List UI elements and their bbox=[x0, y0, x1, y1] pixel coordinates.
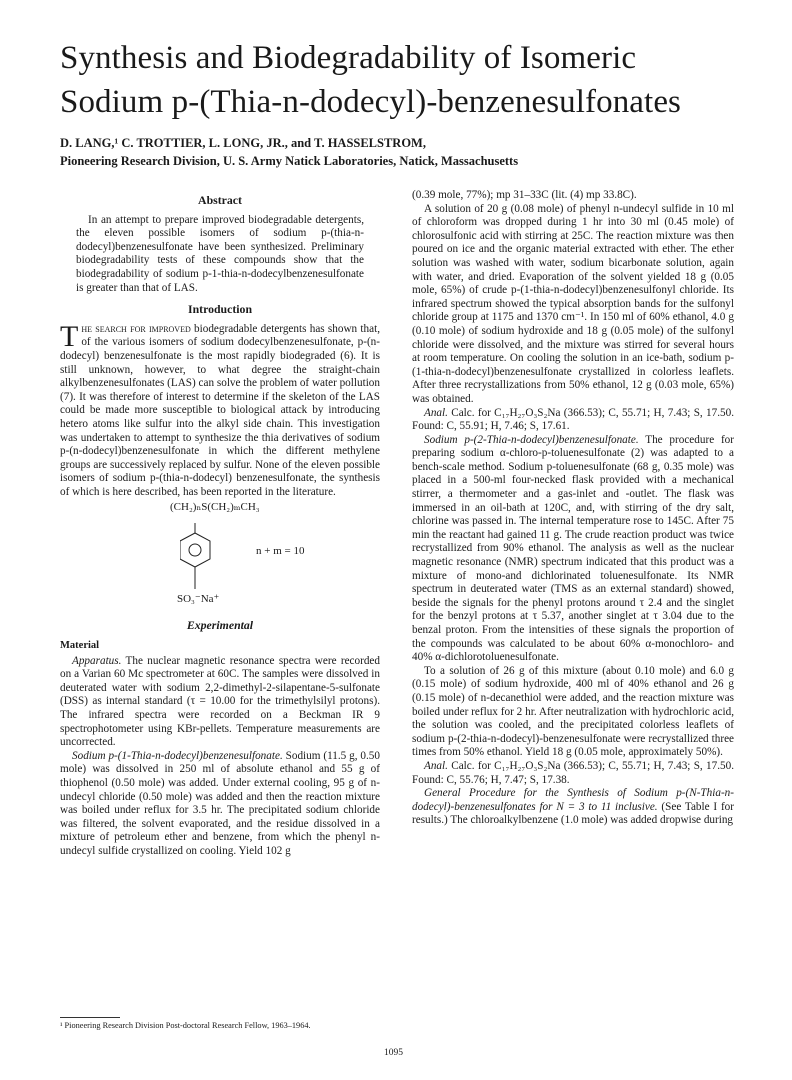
general-procedure-paragraph bbox=[412, 787, 734, 828]
structure-equation: n + m = 10 bbox=[256, 545, 305, 558]
anal1-label: Anal. bbox=[424, 406, 448, 419]
apparatus-paragraph bbox=[60, 655, 380, 750]
anal2-label: Anal. bbox=[424, 759, 448, 772]
footnote: ¹ Pioneering Research Division Post-doctoral Research Fellow, 1963–1964. bbox=[60, 1021, 311, 1030]
author-block bbox=[60, 134, 760, 170]
apparatus-label: Apparatus. bbox=[72, 654, 122, 667]
drop-cap: T bbox=[60, 319, 79, 353]
abstract-heading: Abstract bbox=[198, 193, 242, 207]
chemical-structure bbox=[60, 501, 380, 613]
sodium1-paragraph bbox=[60, 750, 380, 859]
sodium2-label: Sodium p-(2-Thia-n-dodecyl)benzenesulfonate. bbox=[424, 433, 639, 446]
paper-title bbox=[60, 36, 760, 124]
footnote-rule bbox=[60, 1017, 120, 1018]
right-paragraph-4: To a solution of 26 g of this mixture (about 0.10 mole) and 6.0 g (0.15 mole) of sodium hydroxide, 400 ml of 40% ethanol and 26 g (0.15 mole) of n-decanethiol were added, and the reaction mixture was boiled under reflux for 2 hr. After neutralization with hydrochloric acid, the solution was cooled, and the precipitated colorless leaflets of sodium p-(2-thia-n-dodecyl)-benzenesulfonate were recrystallized three times from 50% ethanol. Yield 18 g (0.05 mole, approximately 50%). bbox=[412, 664, 734, 759]
introduction-heading: Introduction bbox=[187, 302, 253, 317]
structure-bottom-formula: SO₃⁻Na⁺ bbox=[177, 593, 220, 606]
title-line-2: Sodium p-(Thia-n-dodecyl)-benzenesulfonates bbox=[60, 84, 682, 120]
general-text: (See Table I for results.) The chloroalkylbenzene (1.0 mole) was added dropwise during bbox=[412, 800, 734, 827]
title-line-1: Synthesis and Biodegradability of Isomeric bbox=[60, 40, 637, 76]
page-number: 1095 bbox=[384, 1048, 403, 1058]
experimental-heading: Experimental bbox=[186, 618, 254, 633]
affiliation: Pioneering Research Division, U. S. Army Natick Laboratories, Natick, Massachusetts bbox=[60, 154, 519, 168]
material-heading: Material bbox=[60, 640, 100, 652]
right-column bbox=[412, 189, 734, 828]
sodium1-text: Sodium (11.5 g, 0.50 mole) was dissolved in 250 ml of absolute ethanol and 55 g of thiophenol (0.50 mole) was added. Under external cooling, 95 g of n-undecyl chloride (0.50 mole) was added and then the reaction mixture was boiled under reflux for 3.5 hr. The precipitated sodium chloride was filtered, the solvent evaporated, and the residue dissolved in a mixture of petroleum ether and benzene, from which the phenyl n-undecyl sulfide crystallized on cooling. Yield 102 g bbox=[60, 749, 380, 857]
sodium2-paragraph bbox=[412, 434, 734, 665]
sodium1-label: Sodium p-(1-Thia-n-dodecyl)benzenesulfonate. bbox=[72, 749, 283, 762]
structure-top-formula: (CH₂)ₙS(CH₂)ₘCH₃ bbox=[170, 501, 260, 514]
intro-text: biodegradable detergents has shown that, of the various isomers of sodium dodecylbenzenesulfonate, p-(n-dodecyl) benzenesulfonate is the most rapidly biodegraded (6). It is still unknown, however, to what degree the straight-chain alkylbenzenesulfonates (LAS) can solve the problem of water pollution (7). It was therefore of interest to determine if the skeleton of the LAS could be made more susceptible to biological attack by introducing hetero atoms like sulfur into the alkyl side chain. This investigation was undertaken to attempt to synthesize the thia derivatives of sodium p-(n-dodecyl)benzenesulfonate in which the different methylene groups are successively replaced by sulfur. None of the eleven possible isomers of sodium p-(thia-n-dodecyl) benzenesulfonate, the synthesis of which is here described, has been reported in the literature. bbox=[60, 322, 380, 498]
left-column bbox=[60, 190, 380, 859]
right-paragraph-1: (0.39 mole, 77%); mp 31–33C (lit. (4) mp 33.8C). bbox=[412, 189, 637, 201]
introduction-paragraph bbox=[60, 319, 380, 500]
general-label: General Procedure for the Synthesis of Sodium p-(N-Thia-n-dodecyl)-benzenesulfonates for N = 3 to 11 inclusive. bbox=[412, 787, 734, 813]
anal-paragraph-2 bbox=[412, 760, 734, 787]
authors: D. LANG,¹ C. TROTTIER, L. LONG, JR., and T. HASSELSTROM, bbox=[60, 136, 426, 150]
apparatus-text: The nuclear magnetic resonance spectra were recorded on a Varian 60 Mc spectrometer at 60C. The samples were dissolved in deuterated water with sodium 2,2-dimethyl-2-silapentane-5-sulfonate (DSS) as internal standard (τ = 10.00 for the trimethylsilyl protons). The infrared spectra were recorded on a Beckman IR 9 spectrophotometer using KBr-pellets. Temperature measurements are uncorrected. bbox=[60, 654, 380, 749]
anal1-text: Calc. for C₁₇H₂₇O₃S₂Na (366.53); C, 55.71; H, 7.43; S, 17.50. Found: C, 55.91; H, 7.46; S, 17.61. bbox=[412, 406, 734, 433]
intro-small-caps: he search for improved bbox=[81, 322, 191, 335]
anal2-text: Calc. for C₁₇H₂₇O₃S₂Na (366.53); C, 55.71; H, 7.43; S, 17.50. Found: C, 55.76; H, 7.47; S, 17.38. bbox=[412, 759, 734, 786]
anal-paragraph-1 bbox=[412, 407, 734, 434]
abstract-text: In an attempt to prepare improved biodegradable detergents, the eleven possible isomers of sodium p-(thia-n-dodecyl)benzenesulfonate have been synthesized. Preliminary biodegradability tests of these compounds show that the biodegradability of sodium p-1-thia-n-dodecylbenzenesulfonate is greater than that of LAS. bbox=[76, 213, 364, 294]
sodium2-text: The procedure for preparing sodium α-chloro-p-toluenesulfonate (2) was adapted to a bench-scale method. Sodium p-toluenesulfonate (68 g, 0.35 mole) was placed in a 500-ml four-necked flask provided with a mechanical stirrer, a thermometer and a gas-inlet and -outlet. The flask was immersed in an oil-bath at 120C, and, with stirring of the dry salt, chlorine was passed in. The internal temperature rose to 145C. After 75 min the reactant had gained 11 g. The crude reaction product was twice recrystallized from 90% ethanol. The analysis as well as the nuclear magnetic resonance (NMR) spectrum indicated that this product was a mixture of mono-and dichlorinated toluenesulfonate. Its NMR spectrum in deuterated water (TMS as an external standard) showed, beside the signals for the phenyl protons around τ 2.4 and the singlet for the benzyl protons at τ 5.37, another singlet at τ 3.04 due to the benzal proton. From the intensities of these signals the proportion of the compounds was calculated to be about 60% α-monochloro- and 40% α-dichlorotoluenesulfonate. bbox=[412, 433, 734, 664]
right-paragraph-2: A solution of 20 g (0.08 mole) of phenyl n-undecyl sulfide in 10 ml of chloroform was dropped during 1 hr into 30 ml (0.45 mole) of chlorosulfonic acid with stirring at 25C. The reaction mixture was then poured on ice and the organic material extracted with ether. The ether solution was washed with water, sodium bicarbonate solution, again with water, and dried. Evaporation of the solvent yielded 18 g (0.05 mole, 65%) of crude p-(1-thia-n-dodecyl)benzenesulfonyl chloride. Its infrared spectrum showed the typical absorption bands for the sulfonyl chloride group at 1175 and 1370 cm⁻¹. In 150 ml of 60% ethanol, 4.0 g (0.10 mole) of sodium hydroxide and 18 g (0.05 mole) of the sulfonyl chloride were dissolved, and the mixture was stirred for several hours at room temperature. On cooling the solution in an ice-bath, sodium p-(1-thia-n-dodecyl)benzenesulfonate crystallized in colorless leaflets. After three recrystallizations from 50% ethanol, 12 g (0.03 mole, 65%) was obtained. bbox=[412, 202, 734, 405]
benzene-ring-icon bbox=[180, 523, 240, 593]
